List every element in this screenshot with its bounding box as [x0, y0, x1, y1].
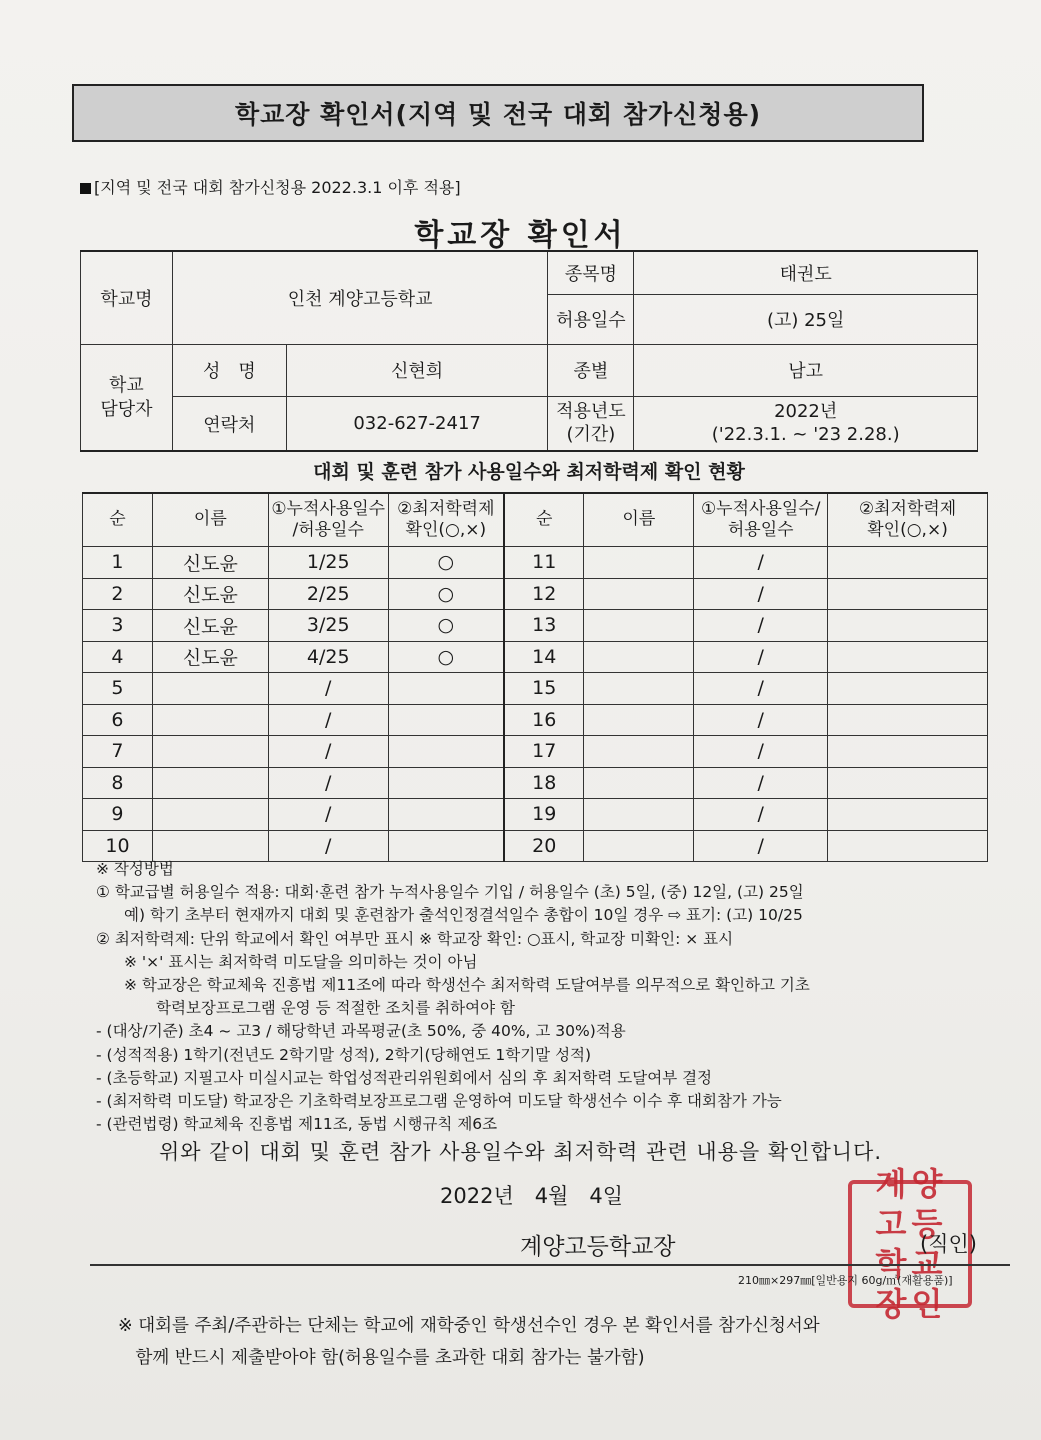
school-label: 학교명	[81, 251, 173, 344]
instruction-line: - (성적적용) 1학기(전년도 2학기말 성적), 2학기(당해연도 1학기말 성적)	[96, 1045, 592, 1064]
academic-check	[828, 547, 988, 579]
row-number: 7	[83, 736, 153, 768]
academic-check: ○	[388, 610, 504, 642]
student-name: 신도윤	[152, 547, 268, 579]
year-label: 적용년도 (기간)	[548, 396, 634, 451]
student-name	[584, 641, 694, 673]
row-number: 19	[504, 799, 584, 831]
student-name	[152, 799, 268, 831]
row-number: 5	[83, 673, 153, 705]
student-name	[584, 547, 694, 579]
cumulative-days: /	[694, 547, 828, 579]
square-bullet-icon	[80, 183, 91, 194]
academic-check	[828, 799, 988, 831]
table-row	[83, 736, 988, 768]
instructions	[96, 858, 996, 1136]
seal-glyph: 학	[875, 1245, 909, 1283]
instruction-line: - (최저학력 미도달) 학교장은 기초학력보장프로그램 운영하여 미도달 학생선수 이수 후 대회참가 가능	[96, 1092, 782, 1111]
cumulative-days: 1/25	[268, 547, 388, 579]
student-name	[584, 799, 694, 831]
principal-name: 계양고등학교장	[520, 1234, 676, 1260]
row-number: 9	[83, 799, 153, 831]
cumulative-days: 4/25	[268, 641, 388, 673]
cumulative-days: /	[268, 704, 388, 736]
cumulative-days: /	[694, 767, 828, 799]
academic-check: ○	[388, 578, 504, 610]
student-name	[152, 767, 268, 799]
cumulative-days: 2/25	[268, 578, 388, 610]
table-row	[83, 641, 988, 673]
table-row	[83, 767, 988, 799]
academic-check	[828, 641, 988, 673]
instruction-line: ※ '×' 표시는 최저학력 미도달을 의미하는 것이 아님	[124, 952, 478, 971]
table-row	[83, 830, 988, 862]
instruction-line: - (대상/기준) 초4 ~ 고3 / 해당학년 과목평균(초 50%, 중 40%, 고 30%)적용	[96, 1022, 626, 1041]
student-name	[584, 830, 694, 862]
academic-check: ○	[388, 641, 504, 673]
seal-glyph: 고	[875, 1205, 909, 1243]
header-days-left: ①누적사용일수 /허용일수	[268, 493, 388, 547]
table-row	[83, 610, 988, 642]
divider-line	[90, 1264, 1010, 1266]
cumulative-days: /	[694, 673, 828, 705]
allowed-days-value: (고) 25일	[634, 294, 978, 344]
subtitle-text: [지역 및 전국 대회 참가신청용 2022.3.1 이후 적용]	[94, 178, 461, 197]
instruction-line: ② 최저학력제: 단위 학교에서 확인 여부만 표시 ※ 학교장 확인: ○표시, 학교장 미확인: × 표시	[96, 929, 734, 948]
academic-check	[828, 673, 988, 705]
seal-glyph: 양	[911, 1165, 945, 1203]
name-value: 신현희	[286, 344, 548, 396]
row-number: 11	[504, 547, 584, 579]
instruction-line: 예) 학기 초부터 현재까지 대회 및 훈련참가 출석인정결석일수 총합이 10일 경우 ⇨ 표기: (고) 10/25	[124, 906, 803, 925]
name-label: 성 명	[172, 344, 286, 396]
seal-glyph: 장	[875, 1285, 909, 1323]
header-days-right: ①누적사용일수/ 허용일수	[694, 493, 828, 547]
student-name: 신도윤	[152, 578, 268, 610]
instruction-line: 학력보장프로그램 운영 등 적절한 조치를 취하여야 함	[156, 999, 515, 1018]
cumulative-days: /	[694, 610, 828, 642]
instruction-line: ※ 작성방법	[96, 860, 174, 878]
instruction-line: - (초등학교) 지필고사 미실시교는 학업성적관리위원회에서 심의 후 최저학력 도달여부 결정	[96, 1068, 713, 1087]
table-row	[83, 578, 988, 610]
form-subtitle	[80, 175, 461, 198]
seal-glyph: 교	[911, 1245, 945, 1283]
gender-label: 종별	[548, 344, 634, 396]
instruction-line: ① 학교급별 허용일수 적용: 대회·훈련 참가 누적사용일수 기입 / 허용일수 (초) 5일, (중) 12일, (고) 25일	[96, 883, 804, 902]
cumulative-days: 3/25	[268, 610, 388, 642]
academic-check	[828, 578, 988, 610]
row-number: 17	[504, 736, 584, 768]
student-name: 신도윤	[152, 641, 268, 673]
usage-table	[82, 492, 988, 862]
row-number: 13	[504, 610, 584, 642]
academic-check	[388, 830, 504, 862]
instruction-line: ※ 학교장은 학교체육 진흥법 제11조에 따라 학생선수 최저학력 도달여부를 의무적으로 확인하고 기초	[124, 976, 810, 995]
sport-label: 종목명	[548, 251, 634, 294]
student-name	[152, 704, 268, 736]
table-row	[83, 547, 988, 579]
row-number: 18	[504, 767, 584, 799]
cumulative-days: /	[268, 673, 388, 705]
allowed-days-label: 허용일수	[548, 294, 634, 344]
cumulative-days: /	[694, 641, 828, 673]
sport-value: 태권도	[634, 251, 978, 294]
academic-check	[828, 767, 988, 799]
academic-check: ○	[388, 547, 504, 579]
cumulative-days: /	[268, 799, 388, 831]
academic-check	[828, 610, 988, 642]
header-name-left: 이름	[152, 493, 268, 547]
academic-check	[388, 799, 504, 831]
info-table	[80, 250, 978, 452]
usage-table-body	[83, 547, 988, 862]
student-name: 신도윤	[152, 610, 268, 642]
banner-title: 학교장 확인서(지역 및 전국 대회 참가신청용)	[72, 84, 924, 142]
academic-check	[388, 704, 504, 736]
footer-note: ※ 대회를 주최/주관하는 단체는 학교에 재학중인 학생선수인 경우 본 확인서를 참가신청서와 함께 반드시 제출받아야 함(허용일수를 초과한 대회 참가는 불가함)	[118, 1316, 820, 1368]
student-name	[584, 767, 694, 799]
manager-label: 학교 담당자	[81, 344, 173, 451]
header-check-left: ②최저학력제 확인(○,×)	[388, 493, 504, 547]
student-name	[152, 673, 268, 705]
row-number: 12	[504, 578, 584, 610]
cumulative-days: /	[268, 830, 388, 862]
cumulative-days: /	[268, 767, 388, 799]
cumulative-days: /	[268, 736, 388, 768]
section-title: 대회 및 훈련 참가 사용일수와 최저학력제 확인 현황	[80, 450, 978, 492]
header-check-right: ②최저학력제 확인(○,×)	[828, 493, 988, 547]
row-number: 10	[83, 830, 153, 862]
student-name	[152, 736, 268, 768]
row-number: 20	[504, 830, 584, 862]
student-name	[584, 610, 694, 642]
contact-value: 032-627-2417	[286, 396, 548, 451]
row-number: 8	[83, 767, 153, 799]
year-value: 2022년 ('22.3.1. ~ '23 2.28.)	[634, 396, 978, 451]
table-row	[83, 673, 988, 705]
issue-date: 2022년 4월 4일	[440, 1184, 624, 1208]
academic-check	[828, 736, 988, 768]
row-number: 16	[504, 704, 584, 736]
row-number: 15	[504, 673, 584, 705]
student-name	[584, 673, 694, 705]
row-number: 1	[83, 547, 153, 579]
contact-label: 연락처	[172, 396, 286, 451]
cumulative-days: /	[694, 799, 828, 831]
student-name	[584, 736, 694, 768]
row-number: 6	[83, 704, 153, 736]
gender-value: 남고	[634, 344, 978, 396]
table-row	[83, 799, 988, 831]
table-row	[83, 704, 988, 736]
student-name	[584, 704, 694, 736]
seal-glyph: 계	[875, 1165, 909, 1203]
academic-check	[388, 673, 504, 705]
cumulative-days: /	[694, 736, 828, 768]
confirm-statement: 위와 같이 대회 및 훈련 참가 사용일수와 최저학력 관련 내용을 확인합니다.	[158, 1140, 882, 1164]
cumulative-days: /	[694, 704, 828, 736]
cumulative-days: /	[694, 578, 828, 610]
academic-check	[388, 767, 504, 799]
paper-spec: 210㎜×297㎜[일반용지 60g/㎡(재활용품)]	[738, 1274, 953, 1287]
seal-glyph: 등	[911, 1205, 945, 1243]
school-value: 인천 계양고등학교	[172, 251, 548, 344]
row-number: 14	[504, 641, 584, 673]
seal-glyph: 인	[911, 1285, 945, 1323]
row-number: 4	[83, 641, 153, 673]
row-number: 3	[83, 610, 153, 642]
header-name-right: 이름	[584, 493, 694, 547]
student-name	[152, 830, 268, 862]
seal-mark: (직인)	[920, 1232, 977, 1256]
instruction-line: - (관련법령) 학교체육 진흥법 제11조, 동법 시행규칙 제6조	[96, 1115, 498, 1134]
header-no-left: 순	[83, 493, 153, 547]
academic-check	[828, 830, 988, 862]
academic-check	[828, 704, 988, 736]
student-name	[584, 578, 694, 610]
academic-check	[388, 736, 504, 768]
main-title: 학교장 확인서	[414, 218, 627, 253]
cumulative-days: /	[694, 830, 828, 862]
header-no-right: 순	[504, 493, 584, 547]
row-number: 2	[83, 578, 153, 610]
